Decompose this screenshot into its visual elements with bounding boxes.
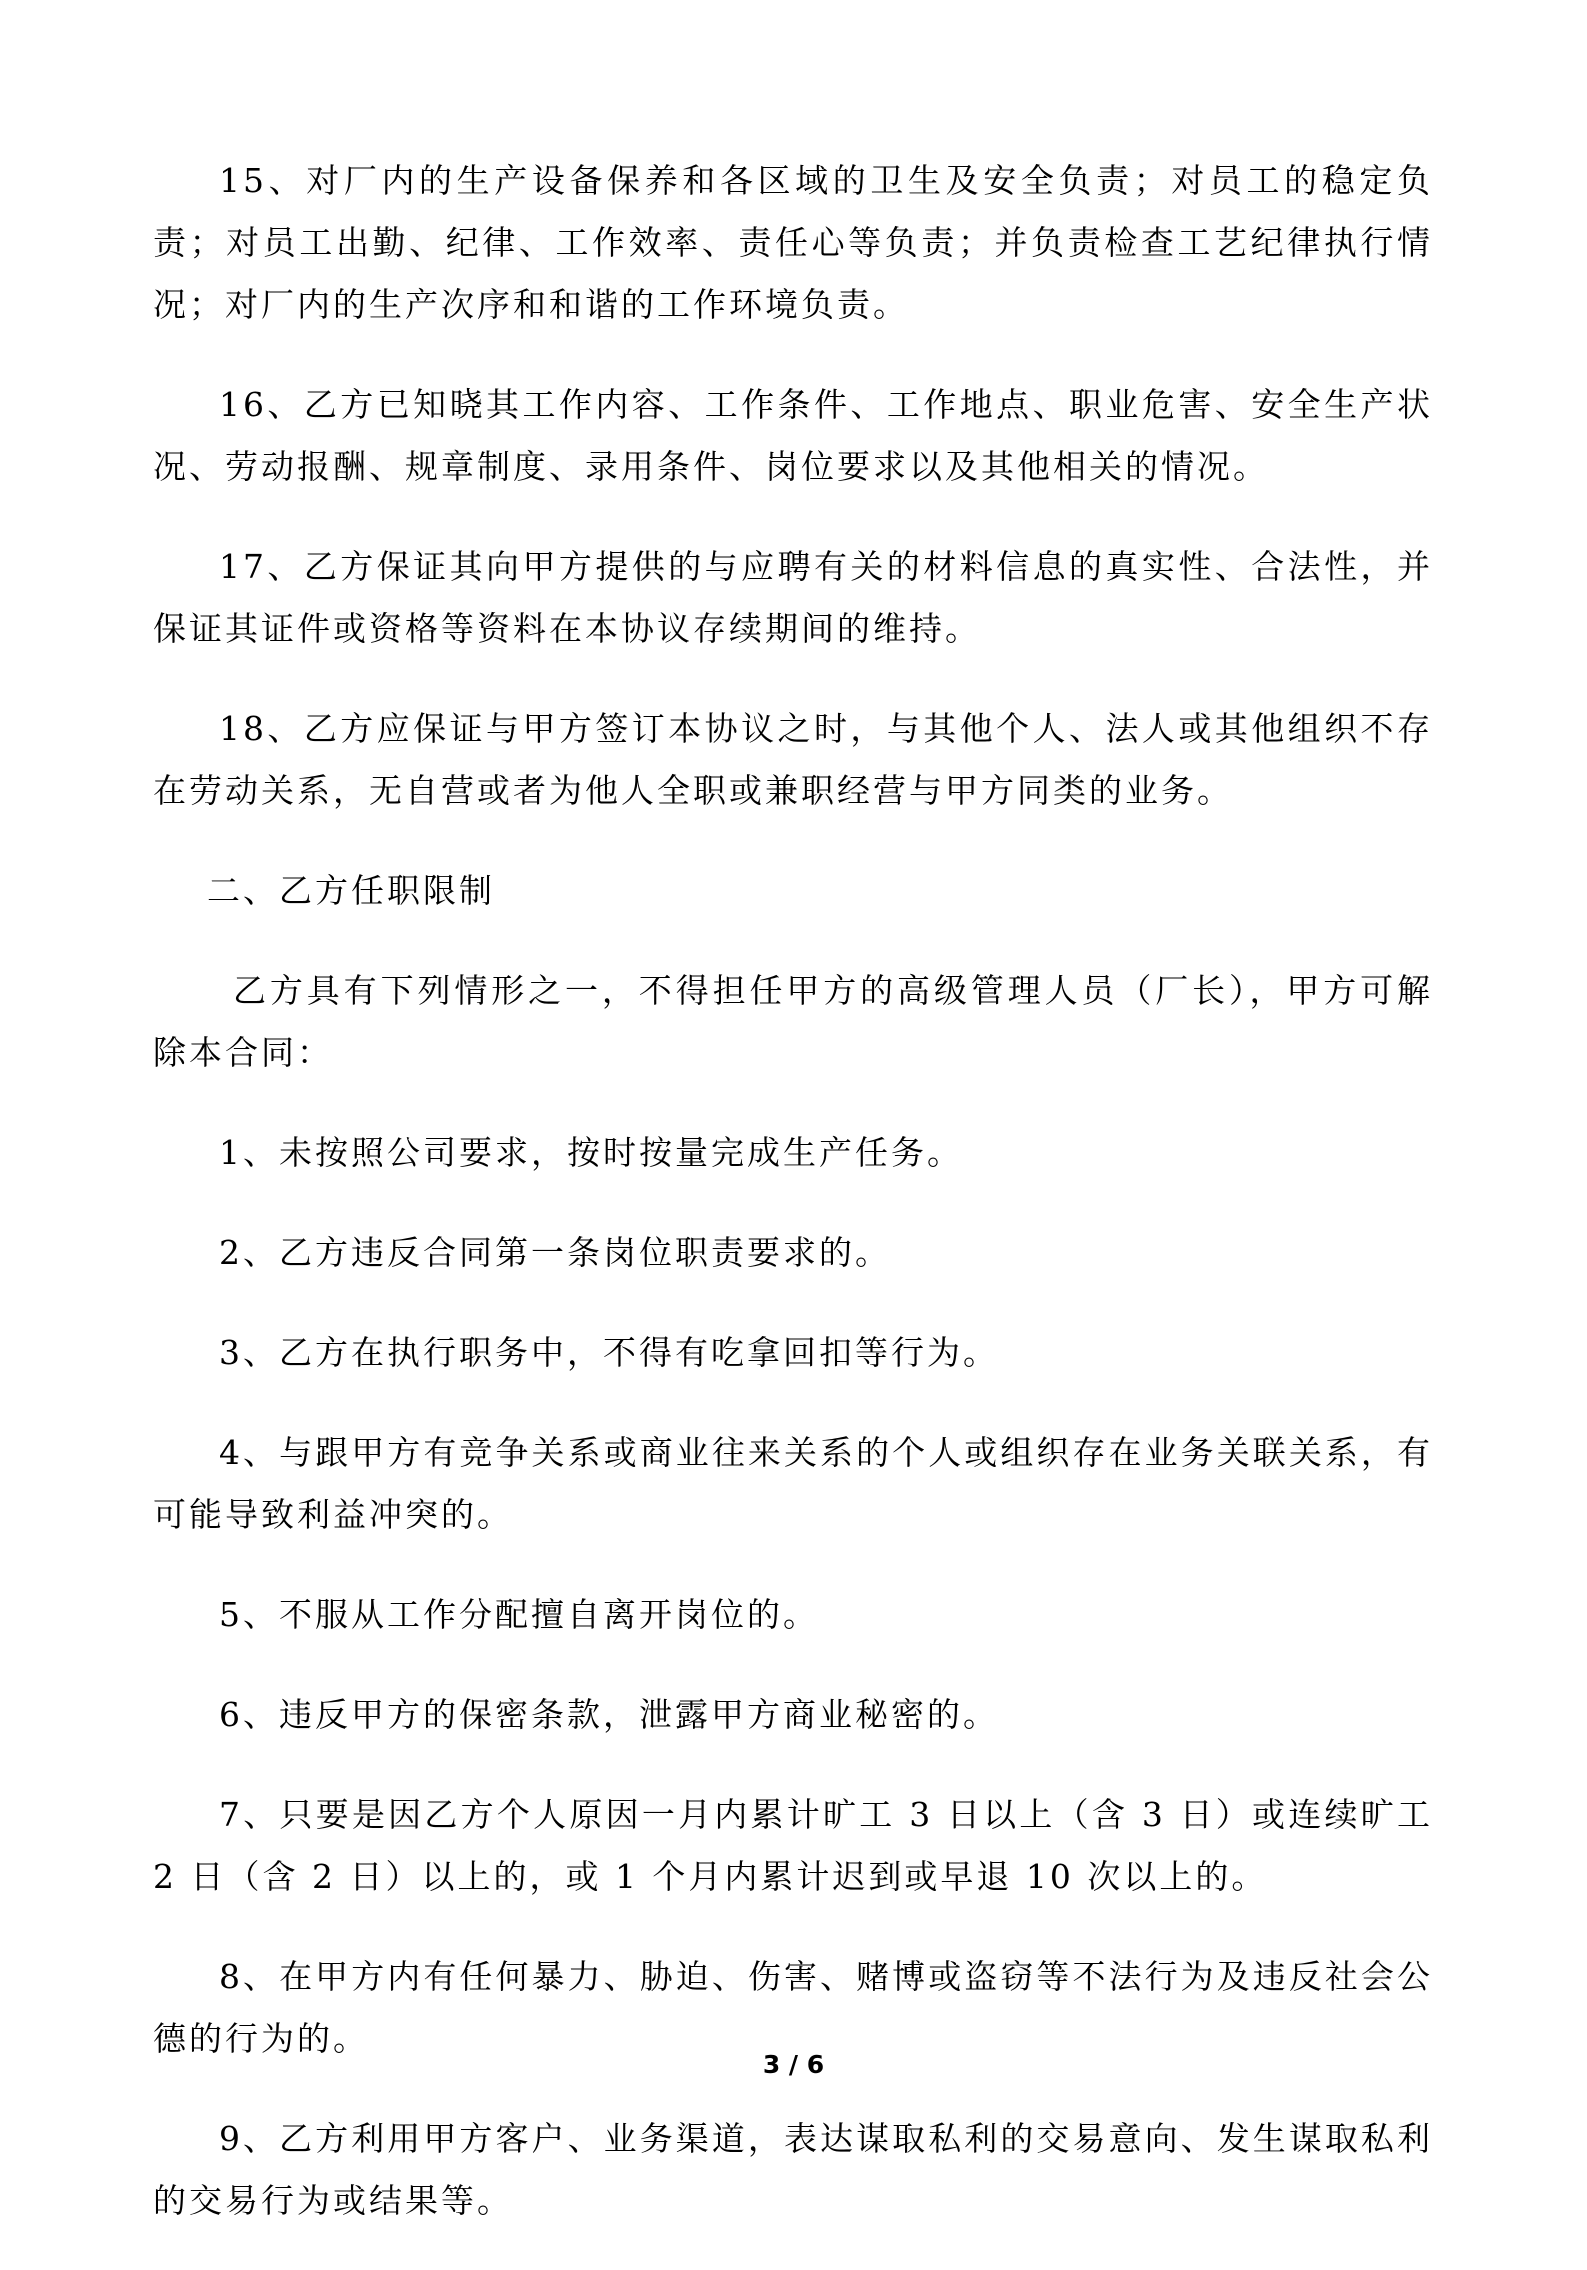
restriction-item-2: 2、乙方违反合同第一条岗位职责要求的。 bbox=[219, 1233, 891, 1272]
clause-15: 15、对厂内的生产设备保养和各区域的卫生及安全负责；对员工的稳定负责；对员工出勤、纪律、工作效率、责任心等负责；并负责检查工艺纪律执行情况；对厂内的生产次序和和谐的工作环境负责。 bbox=[153, 161, 1433, 324]
restriction-item-4: 4、与跟甲方有竞争关系或商业往来关系的个人或组织存在业务关联关系，有可能导致利益冲突的。 bbox=[153, 1433, 1433, 1534]
restriction-item-3: 3、乙方在执行职务中，不得有吃拿回扣等行为。 bbox=[219, 1333, 999, 1372]
clause-16: 16、乙方已知晓其工作内容、工作条件、工作地点、职业危害、安全生产状况、劳动报酬、规章制度、录用条件、岗位要求以及其他相关的情况。 bbox=[153, 385, 1433, 486]
restriction-item-8: 8、在甲方内有任何暴力、胁迫、伤害、赌博或盗窃等不法行为及违反社会公德的行为的。 bbox=[153, 1957, 1433, 2058]
restriction-item-9: 9、乙方利用甲方客户、业务渠道，表达谋取私利的交易意向、发生谋取私利的交易行为或结果等。 bbox=[153, 2119, 1433, 2220]
restriction-item-1: 1、未按照公司要求，按时按量完成生产任务。 bbox=[219, 1133, 963, 1172]
restriction-item-5: 5、不服从工作分配擅自离开岗位的。 bbox=[219, 1595, 819, 1634]
page-number: 3 / 6 bbox=[762, 2050, 825, 2079]
clause-18: 18、乙方应保证与甲方签订本协议之时，与其他个人、法人或其他组织不存在劳动关系，无自营或者为他人全职或兼职经营与甲方同类的业务。 bbox=[153, 709, 1433, 810]
restriction-item-7: 7、只要是因乙方个人原因一月内累计旷工 3 日以上（含 3 日）或连续旷工 2 日（含 2 日）以上的，或 1 个月内累计迟到或早退 10 次以上的。 bbox=[153, 1795, 1433, 1896]
restriction-item-6: 6、违反甲方的保密条款，泄露甲方商业秘密的。 bbox=[219, 1695, 999, 1734]
document-page bbox=[153, 150, 1433, 2270]
section-intro: 乙方具有下列情形之一，不得担任甲方的高级管理人员（厂长），甲方可解除本合同： bbox=[153, 971, 1433, 1072]
section-heading: 二、乙方任职限制 bbox=[207, 871, 495, 910]
clause-17: 17、乙方保证其向甲方提供的与应聘有关的材料信息的真实性、合法性，并保证其证件或资格等资料在本协议存续期间的维持。 bbox=[153, 547, 1433, 648]
